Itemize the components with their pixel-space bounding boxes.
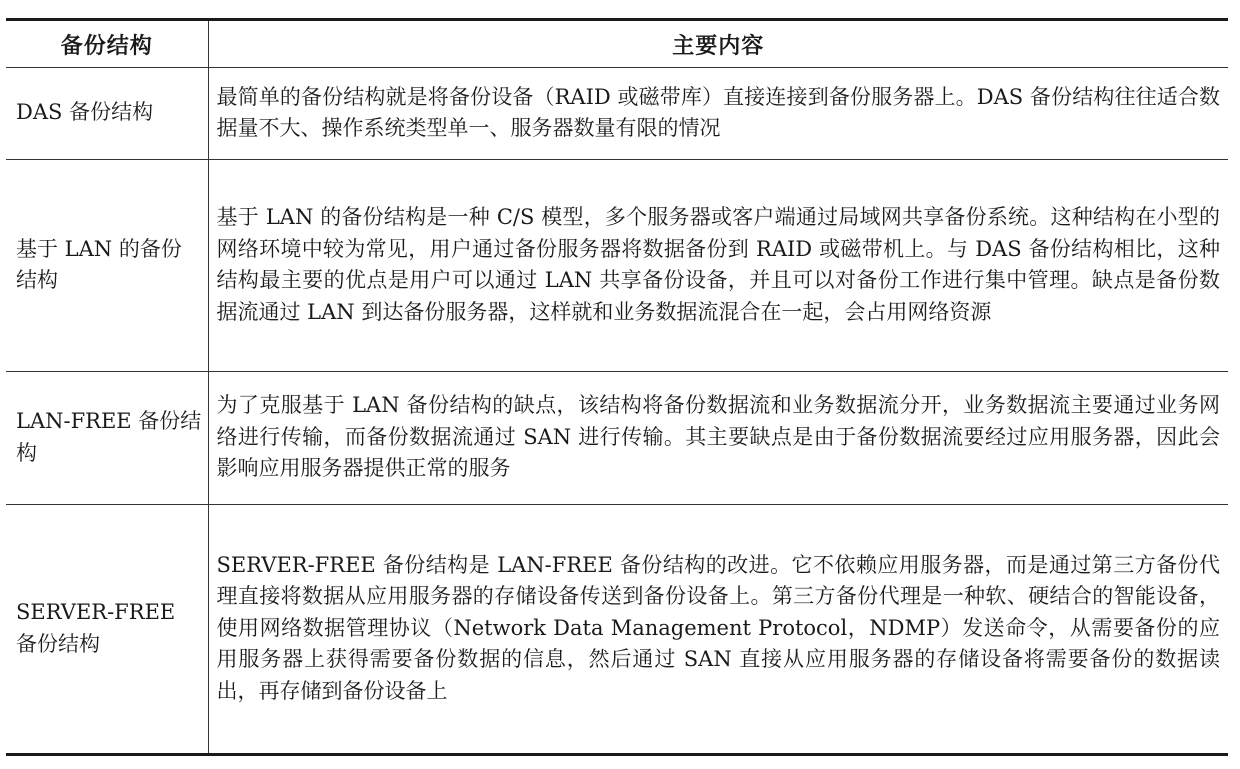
table-row: [6, 505, 1228, 755]
column-header-content: 主要内容: [208, 20, 1228, 68]
table-row: [6, 68, 1228, 160]
structure-name-cell: LAN-FREE 备份结构: [6, 372, 208, 505]
table-row: [6, 160, 1228, 372]
column-header-structure: 备份结构: [6, 20, 208, 68]
structure-content-cell: 基于 LAN 的备份结构是一种 C/S 模型，多个服务器或客户端通过局域网共享备份系统。这种结构在小型的网络环境中较为常见，用户通过备份服务器将数据备份到 RAID 或磁带机上。与 DAS 备份结构相比，这种结构最主要的优点是用户可以通过 LAN 共享备份设备，并且可以对备份工作进行集中管理。缺点是备份数据流通过 LAN 到达备份服务器，这样就和业务数据流混合在一起，会占用网络资源: [208, 160, 1228, 372]
backup-structure-table: [6, 18, 1228, 756]
structure-content-cell: 为了克服基于 LAN 备份结构的缺点，该结构将备份数据流和业务数据流分开，业务数据流主要通过业务网络进行传输，而备份数据流通过 SAN 进行传输。其主要缺点是由于备份数据流要经过应用服务器，因此会影响应用服务器提供正常的服务: [208, 372, 1228, 505]
table-header-row: [6, 20, 1228, 68]
structure-name-cell: SERVER-FREE 备份结构: [6, 505, 208, 755]
structure-content-cell: SERVER-FREE 备份结构是 LAN-FREE 备份结构的改进。它不依赖应用服务器，而是通过第三方备份代理直接将数据从应用服务器的存储设备传送到备份设备上。第三方备份代理是一种软、硬结合的智能设备，使用网络数据管理协议（Network Data Management Protocol，NDMP）发送命令，从需要备份的应用服务器上获得需要备份数据的信息，然后通过 SAN 直接从应用服务器的存储设备将需要备份的数据读出，再存储到备份设备上: [208, 505, 1228, 755]
structure-content-cell: 最简单的备份结构就是将备份设备（RAID 或磁带库）直接连接到备份服务器上。DAS 备份结构往往适合数据量不大、操作系统类型单一、服务器数量有限的情况: [208, 68, 1228, 160]
structure-name-cell: 基于 LAN 的备份结构: [6, 160, 208, 372]
structure-name-cell: DAS 备份结构: [6, 68, 208, 160]
table-row: [6, 372, 1228, 505]
